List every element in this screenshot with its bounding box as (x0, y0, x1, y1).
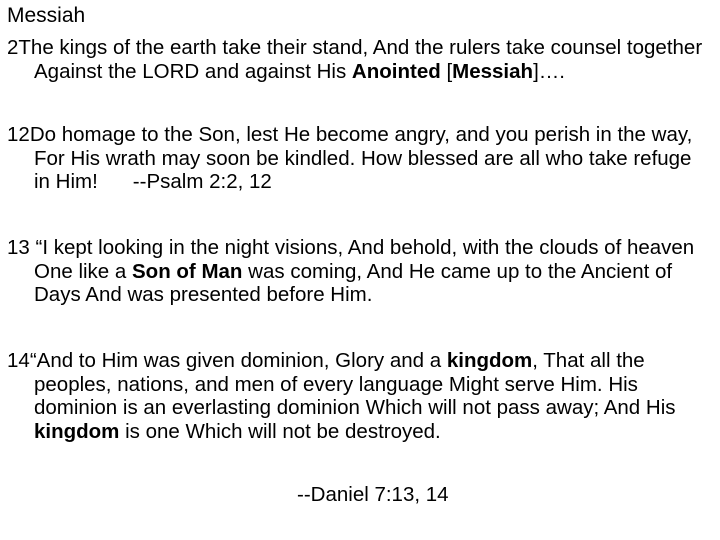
verse-text: was coming, And He came up to the Ancient of Days And was presented before Him. (34, 259, 673, 306)
daniel-verse-14 (7, 349, 713, 443)
verse-emphasis-son-of-man: Son of Man (132, 259, 243, 283)
verse-number: 13 (7, 236, 30, 259)
verse-text: The kings of the earth take their stand, And the rulers take counsel together Against the LORD and against His (18, 36, 703, 83)
verse-emphasis-anointed: Anointed (351, 59, 441, 83)
psalm-verse-12 (7, 123, 713, 194)
verse-emphasis-kingdom: kingdom (34, 419, 120, 443)
daniel-verse-13 (7, 236, 713, 307)
slide-title: Messiah (7, 4, 86, 27)
verse-emphasis-kingdom: kingdom (446, 349, 533, 372)
psalm-reference: --Psalm 2:2, 12 (132, 170, 272, 193)
verse-text: ]…. (533, 59, 565, 83)
verse-text: “And to Him was given dominion, Glory and a (29, 349, 447, 372)
verse-text: is one Which will not be destroyed. (119, 419, 441, 443)
verse-text: [ (440, 59, 453, 83)
verse-number: 14 (7, 349, 30, 372)
verse-text: Do homage to the Son, lest He become angry, and you perish in the way, For His wrath may soon be kindled. How blessed are all who take refuge in Him! (29, 123, 693, 193)
verse-number: 2 (7, 36, 19, 59)
verse-number: 12 (7, 123, 30, 146)
verse-emphasis-messiah: Messiah (452, 59, 534, 83)
daniel-reference: --Daniel 7:13, 14 (297, 483, 449, 506)
verse-text: , That all the peoples, nations, and men of every language Might serve Him. His dominion is an everlasting dominion Which will not pass away; And His (34, 349, 676, 419)
psalm-verse-2 (7, 36, 713, 83)
verse-text: “I kept looking in the night visions, And behold, with the clouds of heaven One like a (29, 236, 695, 283)
